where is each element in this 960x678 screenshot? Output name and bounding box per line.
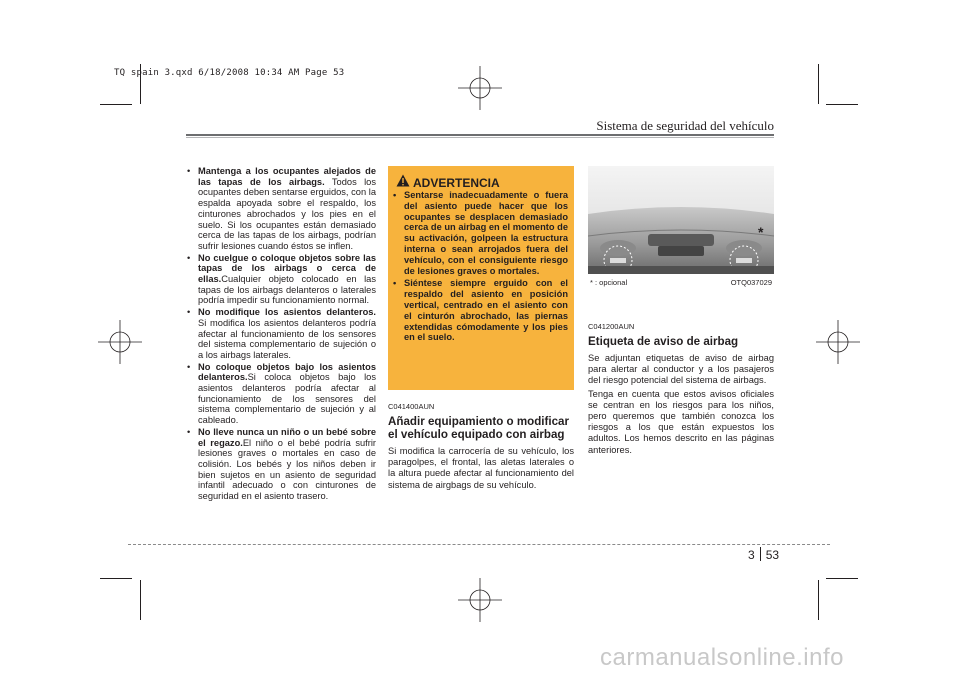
warning-triangle-icon [396, 174, 410, 187]
crop-mark [826, 104, 858, 105]
section-add-equipment [388, 402, 574, 491]
warning-item-text: Sentarse inadecuadamente o fuera del asiento puede hacer que los ocupantes se desplacen demasiado cerca de un airbag en el momento de su activación, golpeen la estructura interna o sean arrojados fuera del vehículo, con el consiguiente riesgo de lesiones graves o mortales. [404, 190, 568, 276]
list-item: • Mantenga a los ocupantes alejados de las tapas de los airbags. Todos los ocupantes deben sentarse erguidos, con la espalda apoyada sobre el respaldo, los cinturones abrochados y los pies en el suelo. Si los ocupantes están demasiado cerca de las tapas de los airbags, podrían sufrir lesiones cuando éstos se inflen. [187, 166, 376, 251]
registration-mark-icon [458, 66, 502, 110]
optional-asterisk: * [758, 224, 764, 240]
chapter-number: 3 [748, 548, 755, 562]
list-item: • No coloque objetos bajo los asientos delanteros.Si coloca objetos bajo los asientos delanteros podría afectar al funcionamiento de los sensores del sistema complementario de sujeción y al cableado. [187, 361, 376, 426]
warning-item: • Sentarse inadecuadamente o fuera del asiento puede hacer que los ocupantes se desplacen demasiado cerca de un airbag en el momento de su activación, golpeen la estructura interna o sean arrojados fuera del vehículo, con el consiguiente riesgo de lesiones graves o mortales. [393, 190, 568, 276]
figure-caption [588, 274, 774, 296]
bullet-bold: No modifique los asientos delanteros. [198, 307, 376, 318]
list-item: • No modifique los asientos delanteros. Si modifica los asientos delanteros podría afectar al funcionamiento de los sensores del sistema complementario de sujeción o a los airbags laterales. [187, 307, 376, 360]
bullet-text: Si coloca objetos bajo los asientos delanteros podría afectar al funcionamiento de los sensores del sistema complementario de sujeción y al cableado. [198, 372, 376, 426]
airbag-figure [588, 166, 774, 296]
section-body: Tenga en cuenta que estos avisos oficiales se centran en los riesgos para los niños, pero queremos que también conozca los riesgos a los que están expuestos los adultos. Los hemos descrito en las páginas anteriores. [588, 388, 774, 455]
bullet-bold: No lleve nunca un niño o un bebé sobre el regazo. [198, 426, 376, 448]
header-rule [186, 134, 774, 136]
crop-mark [100, 578, 132, 579]
page-number [748, 547, 779, 562]
figure-note: * : opcional [590, 278, 628, 287]
bullet-bold: No coloque objetos bajo los asientos delanteros. [198, 361, 376, 383]
page-separator [760, 547, 761, 561]
section-body: Si modifica la carrocería de su vehículo, los paragolpes, el frontal, las aletas laterales o la altura puede afectar al funcionamiento del sistema de airgbags de su vehículo. [388, 446, 574, 490]
registration-mark-icon [458, 578, 502, 622]
section-code: C041200AUN [588, 322, 635, 331]
warning-item: • Siéntese siempre erguido con el respaldo del asiento en posición vertical, centrado en el asiento con el cinturón abrochado, las piernas extendidas cómodamente y los pies en el suelo. [393, 278, 568, 343]
crop-mark [100, 104, 132, 105]
footer-rule [128, 544, 830, 545]
section-heading: Etiqueta de aviso de airbag [588, 335, 739, 348]
warning-box [388, 166, 574, 390]
bullet-text: Si modifica los asientos delanteros podría afectar al funcionamiento de los sensores del sistema complementario de sujeción o a los airbags laterales. [198, 317, 376, 360]
column-3 [588, 166, 774, 456]
bullet-text: El niño o el bebé podría sufrir lesiones graves o mortales en caso de colisión. Los bebés y los niños deben ir bien sujetos en un asiento de seguridad infantil adecuado o con cinturones de seguridad en el asiento trasero. [198, 437, 376, 502]
bullet-text: Cualquier objeto colocado en las tapas de los airbags delanteros o laterales podría impedir su funcionamiento normal. [198, 274, 376, 306]
bullet-text: Todos los ocupantes deben sentarse erguidos, con la espalda apoyada sobre el respaldo, los cinturones abrochados y los pies en el suelo. Si los ocupantes están demasiado cerca de las tapas de los airbags, podrían sufrir lesiones cuando éstos se inflen. [198, 176, 376, 251]
page-number-value: 53 [765, 548, 780, 562]
section-body: Se adjuntan etiquetas de aviso de airbag para alertar al conductor y a los pasajeros del riesgo potencial del sistema de airbags. [588, 353, 774, 386]
crop-mark [818, 64, 819, 104]
crop-mark [140, 580, 141, 620]
column-1 [186, 166, 376, 503]
print-slug: TQ spain 3.qxd 6/18/2008 10:34 AM Page 53 [114, 68, 345, 78]
bullet-bold: No cuelgue o coloque objetos sobre las tapas de los airbags o cerca de ellas. [198, 252, 376, 285]
vehicle-headliner-illustration [588, 166, 774, 274]
registration-mark-icon [98, 320, 142, 364]
crop-mark [818, 580, 819, 620]
section-title: Sistema de seguridad del vehículo [596, 118, 774, 133]
crop-mark [826, 578, 858, 579]
figure-code: OTQ037029 [730, 278, 772, 287]
section-heading: Añadir equipamiento o modificar el vehículo equipado con airbag [388, 415, 570, 441]
list-item: • No lleve nunca un niño o un bebé sobre el regazo.El niño o el bebé podría sufrir lesiones graves o mortales en caso de colisión. Los bebés y los niños deben ir bien sujetos en un asiento de seguridad infantil adecuado o con cinturones de seguridad en el asiento trasero. [187, 426, 376, 502]
watermark: carmanualsonline.info [600, 644, 844, 671]
list-item: • No cuelgue o coloque objetos sobre las tapas de los airbags o cerca de ellas.Cualquier objeto colocado en las tapas de los airbags delanteros o laterales podría impedir su funcionamiento normal. [187, 252, 376, 306]
warning-item-text: Siéntese siempre erguido con el respaldo del asiento en posición vertical, centrado en el asiento con el cinturón abrochado, las piernas extendidas cómodamente y los pies en el suelo. [404, 278, 568, 343]
bullet-bold: Mantenga a los ocupantes alejados de las tapas de los airbags. [198, 166, 376, 187]
warning-title: ADVERTENCIA [413, 176, 500, 190]
section-code: C041400AUN [388, 402, 435, 411]
warning-body [392, 190, 568, 345]
registration-mark-icon [816, 320, 860, 364]
